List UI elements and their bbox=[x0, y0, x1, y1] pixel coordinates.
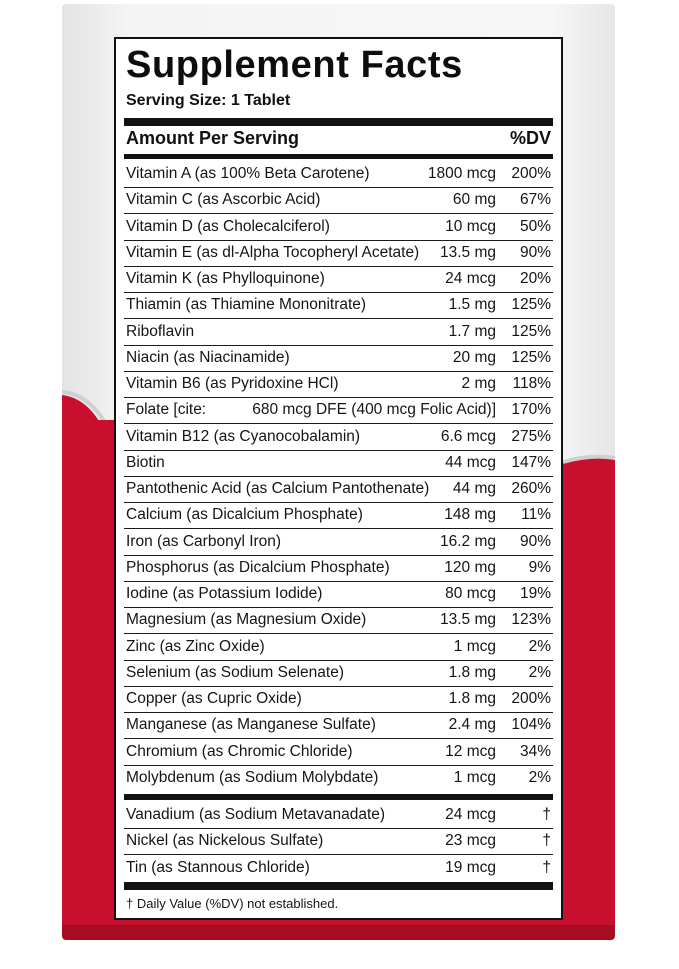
nutrient-amount: 680 mcg DFE (400 mcg Folic Acid)] bbox=[252, 401, 496, 419]
nutrient-name: Vitamin E (as dl-Alpha Tocopheryl Acetate) bbox=[126, 243, 420, 261]
nutrient-name: Calcium (as Dicalcium Phosphate) bbox=[126, 506, 363, 524]
nutrient-dv: 200% bbox=[511, 690, 551, 707]
nutrient-dv: † bbox=[542, 858, 551, 876]
nutrient-dv: 90% bbox=[519, 532, 551, 550]
nutrient-dv: 19% bbox=[519, 585, 551, 602]
nutrient-amount: 44 mg bbox=[452, 480, 496, 497]
nutrient-name: Manganese (as Manganese Sulfate) bbox=[126, 716, 376, 734]
nutrient-name: Vitamin C (as Ascorbic Acid) bbox=[126, 191, 321, 209]
nutrient-amount: 2.4 mg bbox=[448, 716, 496, 734]
nutrient-amount: 24 mcg bbox=[445, 270, 496, 287]
nutrient-amount: 23 mcg bbox=[445, 832, 496, 850]
amount-per-serving-header: Amount Per Serving bbox=[126, 128, 300, 148]
nutrient-amount: 19 mcg bbox=[445, 858, 496, 876]
package-red-band-left bbox=[62, 420, 114, 480]
nutrient-row bbox=[124, 635, 553, 661]
nutrient-amount: 13.5 mg bbox=[439, 611, 496, 629]
nutrient-amount: 1 mcg bbox=[453, 637, 496, 655]
nutrient-row bbox=[124, 582, 553, 608]
nutrient-amount: 1.8 mg bbox=[448, 690, 496, 707]
nutrient-name: Vitamin K (as Phylloquinone) bbox=[126, 270, 325, 287]
nutrient-row bbox=[124, 451, 553, 477]
nutrient-row bbox=[124, 556, 553, 582]
nutrient-name: Selenium (as Sodium Selenate) bbox=[126, 663, 344, 681]
nutrient-amount: 60 mg bbox=[452, 191, 496, 209]
nutrient-name: Pantothenic Acid (as Calcium Pantothenate) bbox=[126, 480, 430, 497]
nutrient-name: Vanadium (as Sodium Metavanadate) bbox=[126, 806, 386, 823]
nutrient-name: Chromium (as Chromic Chloride) bbox=[126, 742, 353, 760]
nutrient-row bbox=[124, 803, 553, 829]
nutrient-amount: 2 mg bbox=[461, 375, 496, 392]
nutrient-name: Riboflavin bbox=[126, 322, 195, 340]
package-bottom-edge bbox=[62, 925, 615, 940]
nutrient-row bbox=[124, 661, 553, 687]
nutrient-name: Tin (as Stannous Chloride) bbox=[126, 858, 310, 876]
nutrient-row bbox=[124, 293, 553, 319]
nutrient-dv: 2% bbox=[528, 637, 551, 655]
nutrient-row bbox=[124, 608, 553, 634]
thick-divider-top bbox=[124, 118, 553, 126]
nutrient-dv: 2% bbox=[528, 663, 551, 681]
nutrient-name: Magnesium (as Magnesium Oxide) bbox=[126, 611, 367, 629]
nutrient-amount: 1.8 mg bbox=[448, 663, 496, 681]
nutrient-name: Vitamin B12 (as Cyanocobalamin) bbox=[126, 427, 361, 445]
nutrient-amount: 10 mcg bbox=[445, 217, 496, 235]
nutrient-dv: 90% bbox=[519, 243, 551, 261]
nutrient-row bbox=[124, 477, 553, 503]
nutrient-name: Molybdenum (as Sodium Molybdate) bbox=[126, 768, 379, 786]
nutrient-name: Phosphorus (as Dicalcium Phosphate) bbox=[126, 558, 390, 576]
nutrient-dv: 118% bbox=[512, 375, 551, 392]
nutrient-dv: 125% bbox=[511, 296, 551, 314]
nutrient-name: Vitamin B6 (as Pyridoxine HCl) bbox=[126, 375, 339, 392]
nutrient-row bbox=[124, 687, 553, 713]
nutrient-amount: 13.5 mg bbox=[439, 243, 496, 261]
nutrient-dv: 9% bbox=[528, 558, 551, 576]
nutrient-name: Folate [cite: bbox=[126, 401, 207, 419]
nutrient-dv: † bbox=[542, 832, 551, 850]
nutrient-dv: 11% bbox=[521, 506, 551, 524]
nutrient-row bbox=[124, 425, 553, 451]
nutrient-row bbox=[124, 829, 553, 855]
nutrient-amount: 16.2 mg bbox=[439, 532, 496, 550]
nutrient-dv: 123% bbox=[511, 611, 551, 629]
nutrient-amount: 6.6 mcg bbox=[440, 427, 496, 445]
nutrient-amount: 24 mcg bbox=[445, 806, 496, 823]
thick-divider-bottom bbox=[124, 882, 553, 890]
nutrient-row bbox=[124, 398, 553, 424]
nutrient-dv: 200% bbox=[511, 165, 551, 182]
nutrient-name: Nickel (as Nickelous Sulfate) bbox=[126, 832, 324, 850]
nutrient-amount: 148 mg bbox=[444, 506, 496, 524]
nutrient-row bbox=[124, 162, 553, 188]
panel-title: Supplement Facts bbox=[126, 44, 463, 86]
nutrient-dv: 147% bbox=[511, 453, 551, 471]
supplement-facts-panel bbox=[114, 37, 563, 920]
footnote: † Daily Value (%DV) not established. bbox=[126, 896, 339, 911]
nutrient-name: Copper (as Cupric Oxide) bbox=[126, 690, 302, 707]
nutrient-row bbox=[124, 530, 553, 556]
nutrient-amount: 20 mg bbox=[452, 348, 496, 366]
thick-divider-extras bbox=[124, 794, 553, 800]
nutrient-dv: 260% bbox=[511, 480, 551, 497]
dv-column-header: %DV bbox=[509, 128, 551, 148]
nutrient-row bbox=[124, 503, 553, 529]
nutrient-dv: 125% bbox=[511, 348, 551, 366]
nutrient-name: Vitamin A (as 100% Beta Carotene) bbox=[126, 165, 370, 182]
nutrient-amount: 1 mcg bbox=[453, 768, 496, 786]
nutrient-dv: 20% bbox=[519, 270, 551, 287]
nutrient-row bbox=[124, 241, 553, 267]
serving-size: Serving Size: 1 Tablet bbox=[126, 92, 291, 109]
nutrient-dv: 34% bbox=[519, 742, 551, 760]
nutrient-dv: 2% bbox=[528, 768, 551, 786]
nutrient-dv: 67% bbox=[519, 191, 551, 209]
nutrient-amount: 1.7 mg bbox=[448, 322, 496, 340]
nutrient-row bbox=[124, 188, 553, 214]
nutrient-dv: 170% bbox=[511, 401, 551, 419]
nutrient-row bbox=[124, 856, 553, 882]
nutrient-name: Zinc (as Zinc Oxide) bbox=[126, 637, 265, 655]
nutrient-dv: 50% bbox=[519, 217, 551, 235]
nutrient-name: Vitamin D (as Cholecalciferol) bbox=[126, 217, 330, 235]
nutrient-amount: 12 mcg bbox=[445, 742, 496, 760]
nutrient-dv: 125% bbox=[511, 322, 551, 340]
nutrient-row bbox=[124, 766, 553, 792]
nutrient-name: Thiamin (as Thiamine Mononitrate) bbox=[126, 296, 367, 314]
nutrient-name: Biotin bbox=[126, 453, 165, 471]
nutrient-name: Niacin (as Niacinamide) bbox=[126, 348, 290, 366]
nutrient-row bbox=[124, 215, 553, 241]
nutrient-row bbox=[124, 372, 553, 398]
nutrient-name: Iodine (as Potassium Iodide) bbox=[126, 585, 323, 602]
nutrient-name: Iron (as Carbonyl Iron) bbox=[126, 532, 282, 550]
nutrient-amount: 80 mcg bbox=[445, 585, 496, 602]
nutrient-row bbox=[124, 346, 553, 372]
nutrient-row bbox=[124, 740, 553, 766]
nutrient-dv: 104% bbox=[511, 716, 551, 734]
nutrient-row bbox=[124, 713, 553, 739]
nutrient-amount: 1800 mcg bbox=[427, 165, 496, 182]
nutrient-dv: † bbox=[542, 806, 551, 823]
divider-under-header bbox=[124, 154, 553, 159]
nutrient-amount: 1.5 mg bbox=[448, 296, 496, 314]
nutrient-dv: 275% bbox=[511, 427, 551, 445]
nutrient-row bbox=[124, 267, 553, 293]
nutrient-row bbox=[124, 320, 553, 346]
nutrient-amount: 120 mg bbox=[444, 558, 496, 576]
nutrient-amount: 44 mcg bbox=[445, 453, 496, 471]
